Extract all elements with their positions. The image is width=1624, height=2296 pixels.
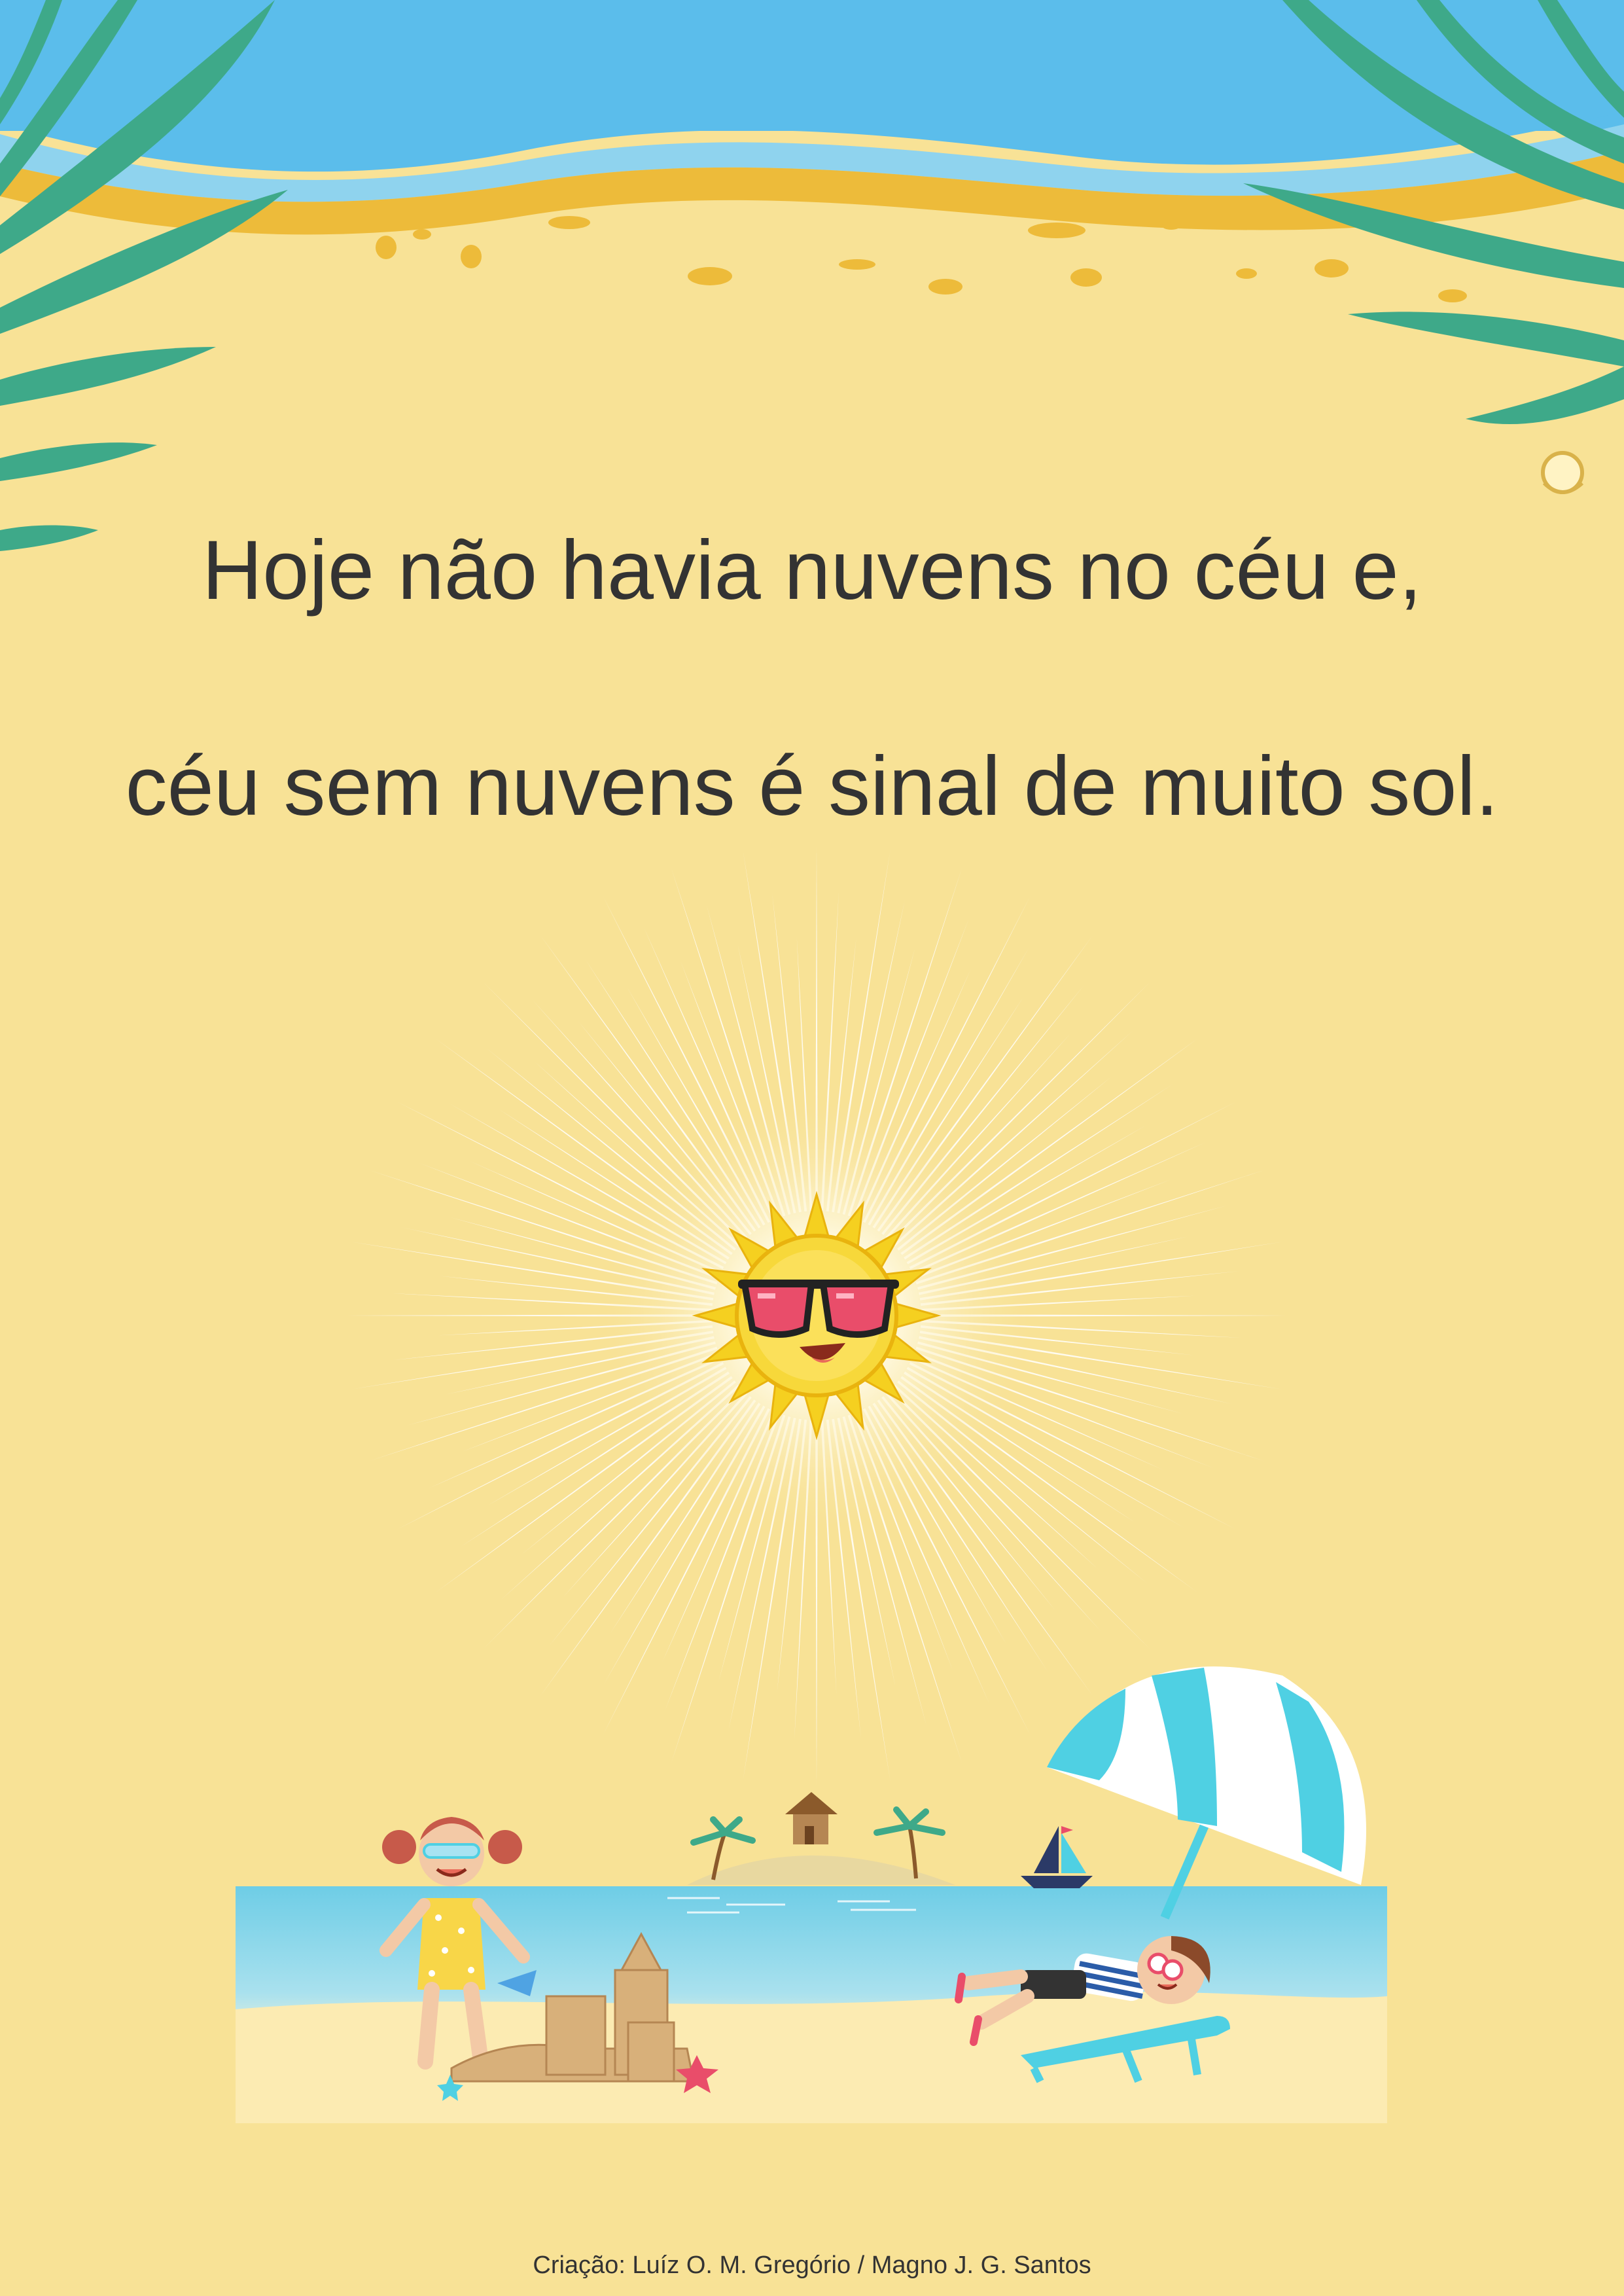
beach-umbrella-icon xyxy=(1047,1666,1366,1918)
sailboat-icon xyxy=(1021,1826,1093,1888)
credits-text: Criação: Luíz O. M. Gregório / Magno J. G. Santos xyxy=(533,2251,1091,2279)
island-icon xyxy=(687,1792,955,1885)
caption-line-1: Hoje não havia nuvens no céu e, xyxy=(202,524,1422,617)
caption-line-2: céu sem nuvens é sinal de muito sol. xyxy=(125,740,1499,833)
